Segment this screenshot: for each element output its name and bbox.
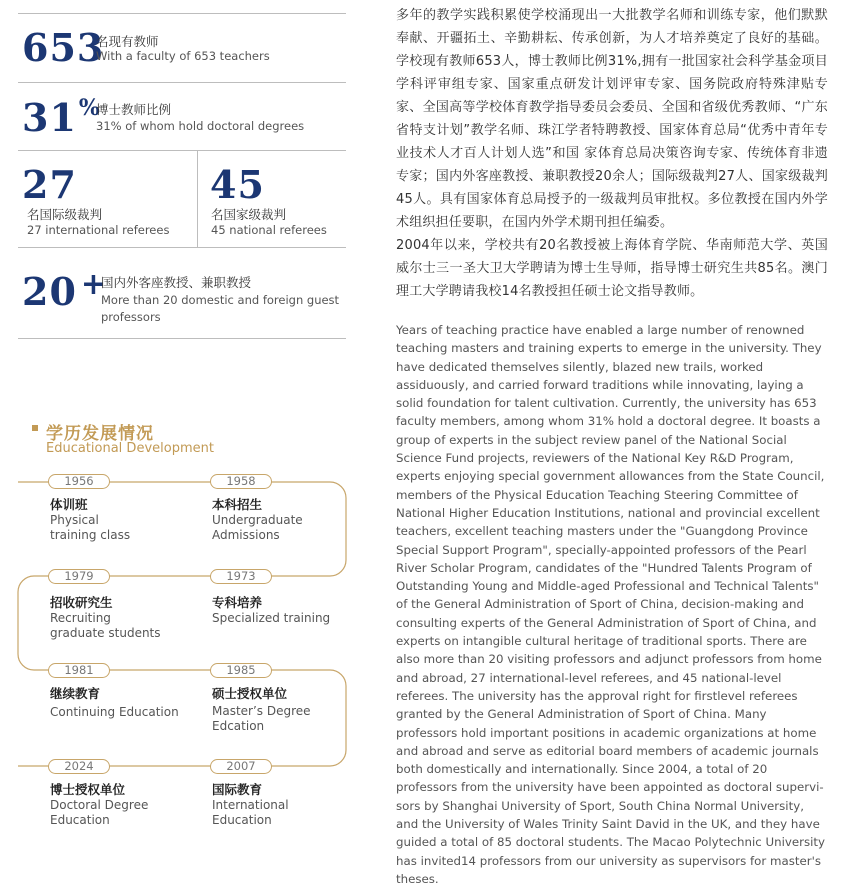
stat-guest-profs-unit: +: [80, 267, 108, 302]
timeline-year-badge: 1956: [48, 474, 110, 489]
timeline-year-badge: 2007: [210, 759, 272, 774]
stat-intl-referees-label-en: 27 international referees: [27, 223, 170, 237]
stat-guest-profs-label-cn: 国内外客座教授、兼职教授: [101, 275, 252, 290]
stat-doctoral-label-cn: 博士教师比例: [96, 102, 172, 117]
timeline-event-desc: Master’s Degree Edcation: [212, 704, 311, 733]
timeline-event-desc: Undergraduate Admissions: [212, 513, 303, 542]
timeline-event-desc: Doctoral Degree Education: [50, 798, 149, 827]
stat-teachers-label-en: With a faculty of 653 teachers: [96, 49, 270, 63]
timeline-year-badge: 2024: [48, 759, 110, 774]
body-text-en: [396, 321, 828, 888]
timeline-year-badge: 1973: [210, 569, 272, 584]
stat-natl-referees-number: 45: [210, 162, 265, 207]
timeline-event-desc: International Education: [212, 798, 289, 827]
section-title-cn: 学历发展情况: [46, 424, 154, 444]
stat-natl-referees-label-en: 45 national referees: [211, 223, 327, 237]
body-paragraph-cn: 2004年以来，学校共有20名教授被上海体育学院、华南师范大学、英国威尔士三一圣大卫大学聘请为博士生导师，指导博士研究生共85名。澳门理工大学聘请我校14名教授担任硕士论文指导教师。: [396, 238, 828, 299]
body-paragraph-en: Years of teaching practice have enabled a large number of renowned teaching masters and training experts to emerge in the university. They have dedicated themselves silently, blazed new trails, worked assiduously, and carried forward traditions while innovating, laying a solid foundation for talent cultivation. Currently, the university has 653 faculty members, among whom 31% hold a doctoral degree. It boasts a group of experts in the subject review panel of the National Social Science Fund projects, reviewers of the National Key R&D Program, experts enjoying special government allowances from the State Council, members of the Physical Education Teaching Steering Committee of National Higher Education Institutions, national and provincial excellent teachers, excellent teaching masters under the "Guangdong Province Special Support Program", specially-appointed professors of the Pearl River Scholar Program, candidates of the "Hundred Talents Program of Outstanding Young and Middle-aged Professional and Technical Talents" of the General Administration of Sport of China, decision-making and consulting experts of the General Administration of Sport of China, and experts on intangible cultural heritage of traditional sports. There are also more than 20 visiting professors and adjunct professors from home and abroad, 27 international-level referees, and 45 national-level referees. The university has the approval right for firstlevel referees granted by the General Administration of Sport of China. Many professors hold important positions in academic organizations at home and abroad and serve as editorial board members of academic journals both domestically and internationally. Since 2004, a total of 20 professors from the university have been appointed as doctoral supervi-sors by Shanghai University of Sport, South China Normal University, and the University of Wales Trinity Saint David in the UK, and they have guided a total of 85 doctoral students. The Macao Polytechnic University has invited14 professors from our university as supervisors for master's theses.: [396, 323, 825, 886]
timeline-year-badge: 1985: [210, 663, 272, 678]
timeline-event-desc: Physical training class: [50, 513, 131, 542]
stat-guest-profs-value: 20: [22, 269, 77, 314]
stat-teachers-number: 653: [22, 25, 105, 70]
stat-intl-referees-label-cn: 名国际级裁判: [27, 207, 103, 222]
stat-guest-profs-label-en-2: professors: [101, 310, 161, 324]
timeline-event-desc: Recruiting graduate students: [50, 611, 161, 640]
timeline-year-badge: 1958: [210, 474, 272, 489]
timeline-event-desc: Continuing Education: [50, 705, 179, 719]
section-title-en: Educational Development: [46, 441, 214, 456]
body-text-cn: [396, 4, 828, 303]
timeline-event-title: 硕士授权单位: [212, 686, 288, 701]
timeline-event-title: 继续教育: [50, 686, 101, 701]
stat-teachers-label-cn: 名现有教师: [96, 34, 159, 49]
timeline-year-badge: 1979: [48, 569, 110, 584]
timeline-year-badge: 1981: [48, 663, 110, 678]
timeline-event-title: 本科招生: [212, 497, 263, 512]
timeline-event-title: 体训班: [50, 497, 88, 512]
stat-intl-referees-number: 27: [22, 162, 77, 207]
body-paragraph-cn: 多年的教学实践积累使学校涌现出一大批教学名师和训练专家，他们默默奉献、开疆拓土、辛勤耕耘、传承创新，为人才培养奠定了良好的基础。学校现有教师653人，博士教师比例31%,拥有一批国家社会科学基金项目学科评审组专家、国家重点研发计划评审专家、国务院政府特殊津贴专家、全国高等学校体育教学指导委员会委员、全国和省级优秀教师、“广东省特支计划”教学名师、珠江学者特聘教授、国家体育总局“优秀中青年专业技术人才百人计划人选”和国 家体育总局决策咨询专家、传统体育非遗专家；国内外客座教授、兼职教授20余人；国际级裁判27人、国家级裁判45人。具有国家体育总局授予的一级裁判员审批权。多位教授在国内外学术组织担任要职，在国内外学术期刊担任编委。: [396, 8, 828, 230]
timeline-event-title: 国际教育: [212, 782, 263, 797]
stat-natl-referees-label-cn: 名国家级裁判: [211, 207, 287, 222]
stat-doctoral-unit: %: [78, 95, 101, 121]
timeline-event-desc: Specialized training: [212, 611, 331, 625]
stat-doctoral-value: 31: [22, 95, 77, 140]
stat-guest-profs-label-en-1: More than 20 domestic and foreign guest: [101, 293, 340, 307]
timeline-event-title: 博士授权单位: [50, 782, 126, 797]
timeline-event-title: 招收研究生: [50, 595, 113, 610]
stat-doctoral-label-en: 31% of whom hold doctoral degrees: [96, 119, 305, 133]
timeline-event-title: 专科培养: [212, 595, 263, 610]
